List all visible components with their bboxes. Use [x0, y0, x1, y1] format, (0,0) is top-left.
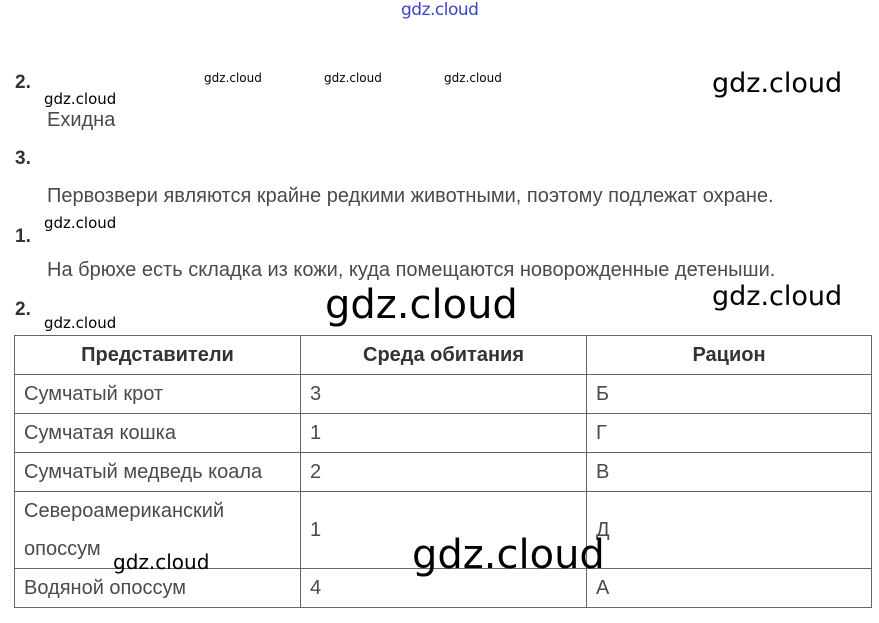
column-header-habitat: Среда обитания [301, 336, 587, 375]
answer-text: Ехидна [47, 109, 116, 131]
watermark-medium: gdz.cloud [712, 68, 843, 99]
cell-representative: Сумчатый медведь коала [15, 453, 301, 492]
item-number: 1. [15, 226, 31, 247]
watermark-small: gdz.cloud [444, 71, 502, 85]
cell-habitat: 1 [301, 492, 587, 569]
watermark-small: gdz.cloud [324, 71, 382, 85]
watermark-top: gdz.cloud [401, 0, 479, 20]
watermark-medium: gdz.cloud [712, 281, 843, 312]
cell-habitat: 3 [301, 375, 587, 414]
cell-representative: Водяной опоссум [15, 569, 301, 608]
table-row [15, 414, 872, 453]
item-number: 2. [15, 299, 31, 320]
watermark-small: gdz.cloud [204, 71, 262, 85]
watermark-small: gdz.cloud [44, 214, 117, 232]
cell-habitat: 1 [301, 414, 587, 453]
cell-diet: Д [587, 492, 872, 569]
cell-representative: Сумчатый крот [15, 375, 301, 414]
column-header-diet: Рацион [587, 336, 872, 375]
cell-representative: Сумчатая кошка [15, 414, 301, 453]
cell-diet: Б [587, 375, 872, 414]
column-header-representatives: Представители [15, 336, 301, 375]
table-row [15, 453, 872, 492]
watermark-large: gdz.cloud [325, 282, 518, 328]
cell-habitat: 2 [301, 453, 587, 492]
cell-diet: В [587, 453, 872, 492]
item-number: 2. [15, 72, 31, 93]
watermark-small: gdz.cloud [44, 90, 117, 108]
table-row [15, 375, 872, 414]
table-header-row [15, 336, 872, 375]
cell-diet: А [587, 569, 872, 608]
cell-habitat: 4 [301, 569, 587, 608]
watermark-small: gdz.cloud [113, 550, 210, 574]
cell-diet: Г [587, 414, 872, 453]
watermark-small: gdz.cloud [44, 314, 117, 332]
answer-text: Первозвери являются крайне редкими животными, поэтому подлежат охране. [47, 185, 774, 207]
item-number: 3. [15, 148, 31, 169]
answer-text: На брюхе есть складка из кожи, куда помещаются новорожденные детеныши. [47, 259, 776, 281]
cell-representative: Североамериканский опоссум [15, 492, 301, 569]
watermark-large: gdz.cloud [412, 532, 605, 578]
